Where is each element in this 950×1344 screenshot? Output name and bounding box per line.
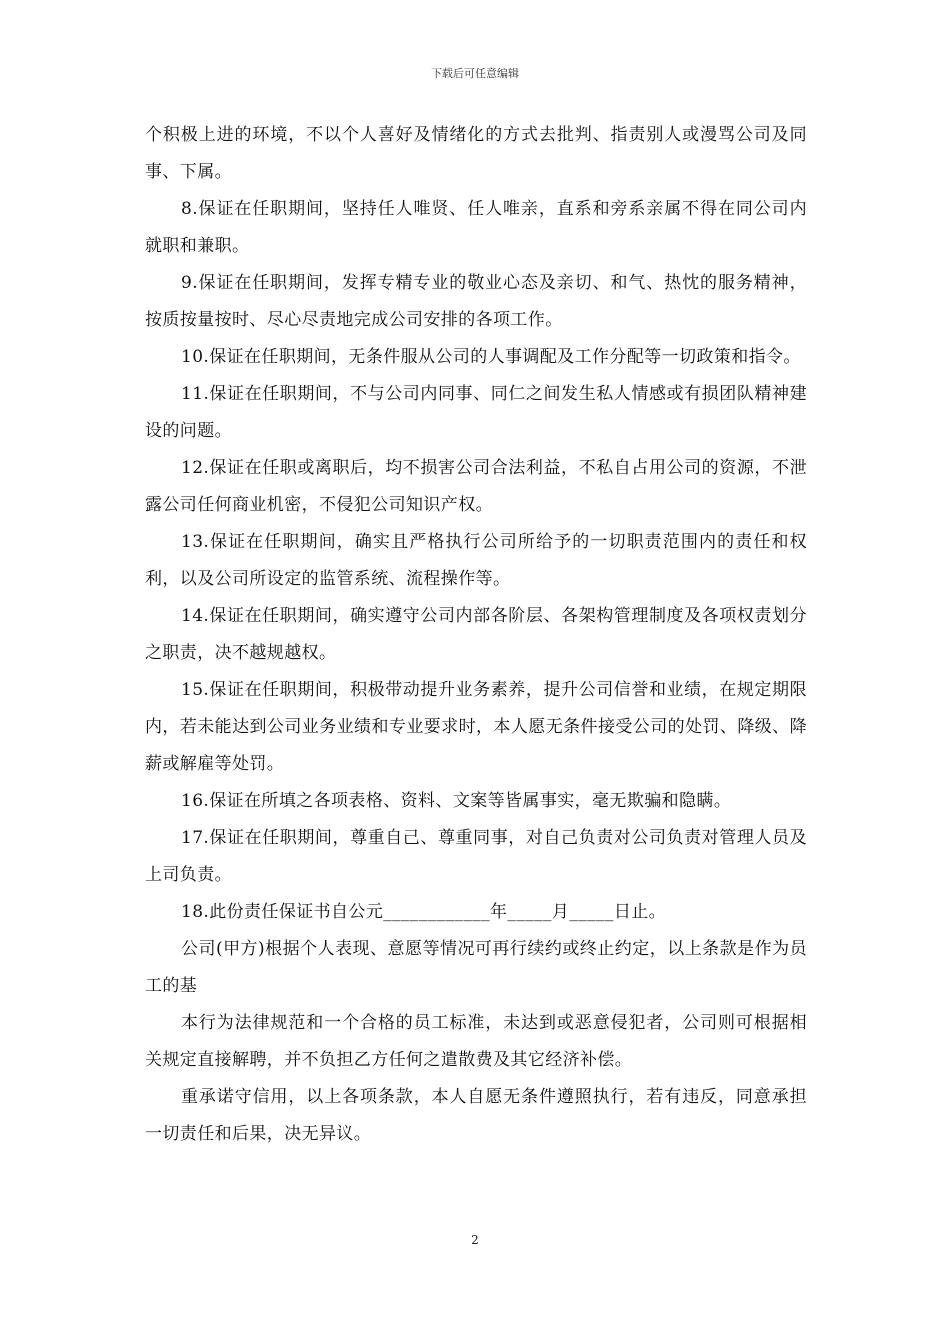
paragraph-continuation: 个积极上进的环境，不以个人喜好及情绪化的方式去批判、指责别人或漫骂公司及同事、下属。 xyxy=(145,125,807,182)
clause-14: 14.保证在任职期间，确实遵守公司内部各阶层、各架构管理制度及各项权责划分之职责，决不越规越权。 xyxy=(145,606,807,663)
clause-15: 15.保证在任职期间，积极带动提升业务素养，提升公司信誉和业绩，在规定期限内，若未能达到公司业务业绩和专业要求时，本人愿无条件接受公司的处罚、降级、降薪或解雇等处罚。 xyxy=(145,680,807,774)
clause-18: 18.此份责任保证书自公元____________年_____月_____日止。 xyxy=(181,902,667,922)
clause-10: 10.保证在任职期间，无条件服从公司的人事调配及工作分配等一切政策和指令。 xyxy=(181,347,801,367)
company-renewal-paragraph: 公司(甲方)根据个人表现、意愿等情况可再行续约或终止约定，以上条款是作为员工的基 xyxy=(145,939,807,996)
clause-13: 13.保证在任职期间，确实且严格执行公司所给予的一切职责范围内的责任和权利，以及公司所设定的监管系统、流程操作等。 xyxy=(145,532,807,589)
clause-11: 11.保证在任职期间，不与公司内同事、同仁之间发生私人情感或有损团队精神建设的问题。 xyxy=(145,384,807,441)
commitment-paragraph: 重承诺守信用，以上各项条款，本人自愿无条件遵照执行，若有违反，同意承担一切责任和后果，决无异议。 xyxy=(145,1087,807,1144)
page-number: 2 xyxy=(471,1233,479,1247)
clause-9: 9.保证在任职期间，发挥专精专业的敬业心态及亲切、和气、热忱的服务精神，按质按量按时、尽心尽责地完成公司安排的各项工作。 xyxy=(145,273,807,330)
dismissal-paragraph: 本行为法律规范和一个合格的员工标准，未达到或恶意侵犯者，公司则可根据相关规定直接解聘，并不负担乙方任何之遣散费及其它经济补偿。 xyxy=(145,1013,807,1070)
clause-8: 8.保证在任职期间，坚持任人唯贤、任人唯亲，直系和旁系亲属不得在同公司内就职和兼职。 xyxy=(145,199,807,256)
clause-12: 12.保证在任职或离职后，均不损害公司合法利益，不私自占用公司的资源，不泄露公司任何商业机密，不侵犯公司知识产权。 xyxy=(145,458,807,515)
document-body xyxy=(145,117,807,1153)
page-header: 下载后可任意编辑 xyxy=(431,67,519,80)
clause-16: 16.保证在所填之各项表格、资料、文案等皆属事实，毫无欺骗和隐瞒。 xyxy=(181,791,732,811)
clause-17: 17.保证在任职期间，尊重自己、尊重同事，对自己负责对公司负责对管理人员及上司负责。 xyxy=(145,828,807,885)
